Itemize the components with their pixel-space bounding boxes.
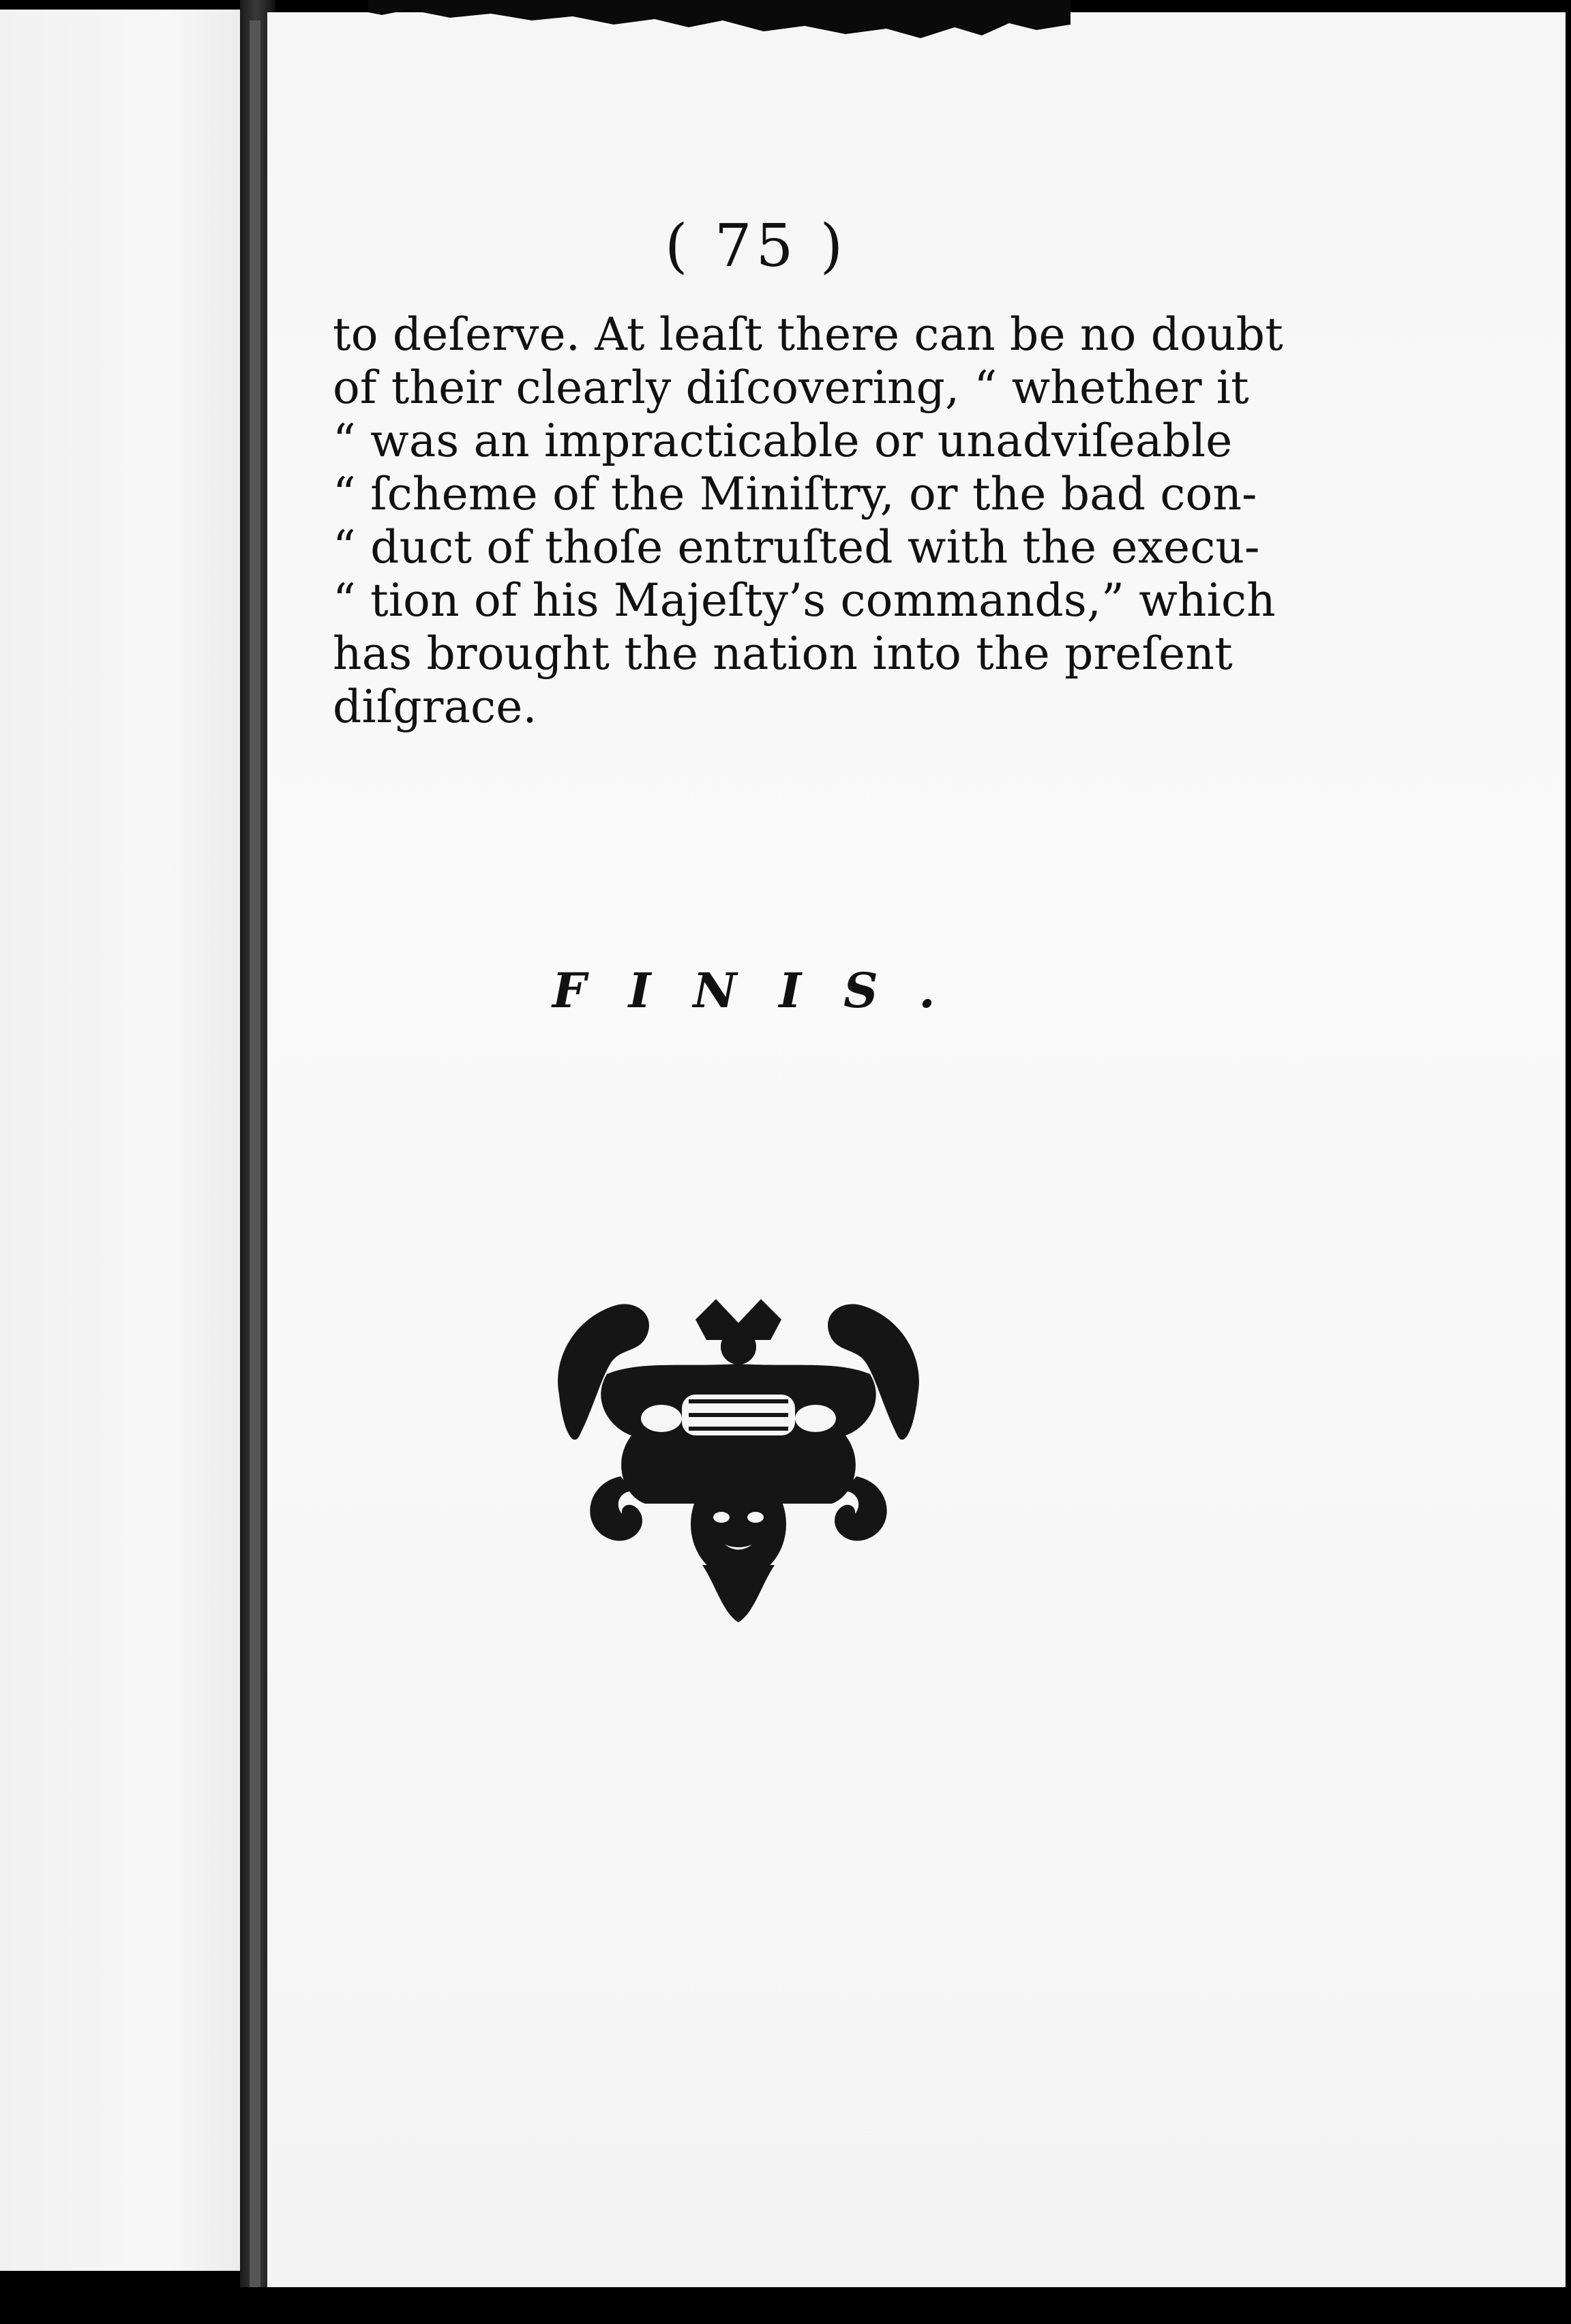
text-line: of their clearly diſcovering, “ whether it [333,361,1249,414]
body-text [333,308,1283,734]
text-line: “ was an impracticable or unadviſeable [333,415,1233,467]
text-line: diſgrace. [333,681,537,733]
text-line: “ duct of thoſe entruſted with the execu- [333,521,1260,573]
facing-page [0,10,240,2271]
scan-border-bottom [0,2287,1571,2324]
gutter-shadow [250,20,260,2298]
text-line: “ tion of his Majeſty’s commands,” which [333,574,1276,627]
text-line: “ ſcheme of the Miniſtry, or the bad con- [333,468,1257,520]
text-line: has brought the nation into the preſent [333,627,1233,680]
printers-ornament-icon [545,1299,931,1622]
text-line: to deſerve. At leaſt there can be no doubt [333,308,1283,361]
finis-heading: FINIS. [552,962,978,1019]
scan-border-right [1566,0,1571,2324]
page-number: ( 75 ) [665,212,848,280]
torn-edge-icon [368,0,1071,55]
